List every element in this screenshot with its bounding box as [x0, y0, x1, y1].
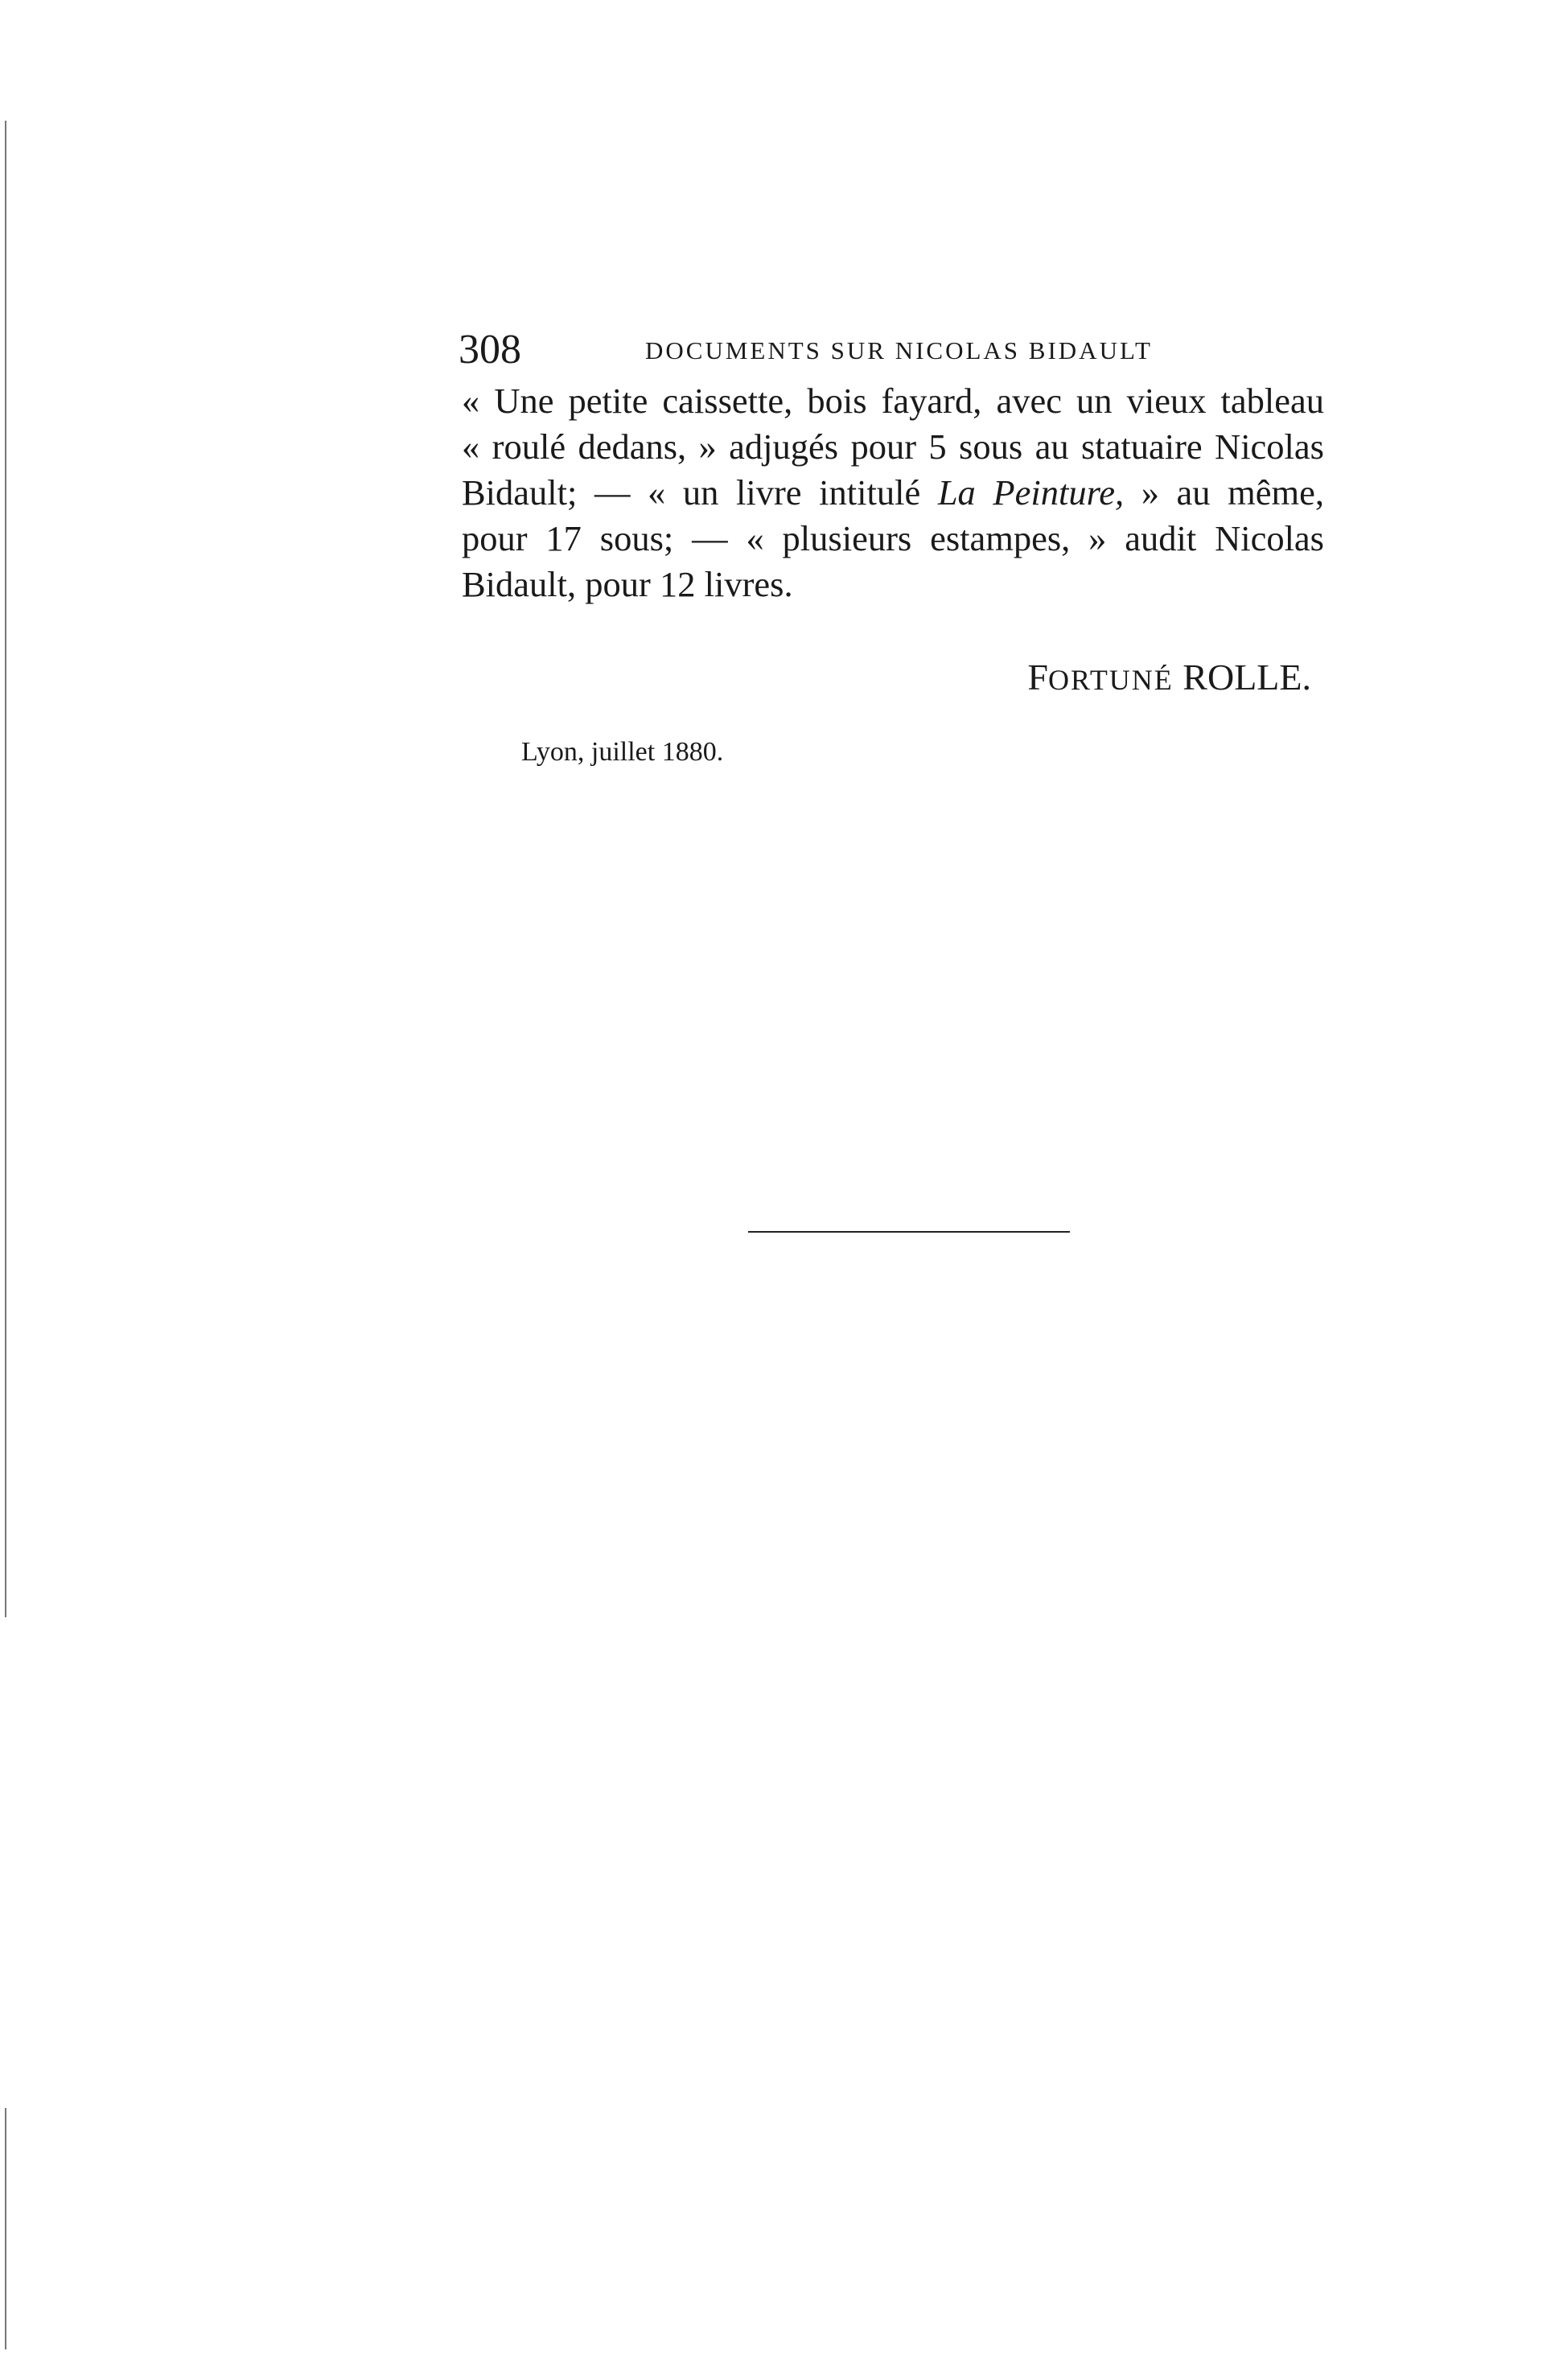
signature-last-name: ROLLE. — [1183, 657, 1311, 698]
signature-first-name: ORTUNÉ — [1047, 664, 1174, 696]
place-date: Lyon, juillet 1880. — [521, 737, 724, 767]
signature-initial: F — [1027, 657, 1048, 698]
body-line-4: pour 17 sous; — « plusieurs estampes, » audit Nicolas — [462, 518, 1324, 558]
body-line-3-end: » au même, — [1124, 472, 1324, 513]
body-line-3-start: Bidault; — « un livre intitulé — [462, 472, 938, 513]
page-header — [459, 322, 1327, 378]
body-line-3 — [462, 470, 1324, 516]
scan-edge-top — [5, 121, 6, 1617]
author-signature — [973, 653, 1311, 704]
book-title: La Peinture, — [937, 472, 1125, 513]
scan-edge-bottom — [5, 2108, 6, 2349]
body-paragraph — [462, 378, 1324, 607]
running-head: DOCUMENTS SUR NICOLAS BIDAULT — [645, 336, 1153, 364]
body-line-5: Bidault, pour 12 livres. — [462, 564, 793, 604]
end-rule — [748, 1231, 1070, 1233]
body-line-2: « roulé dedans, » adjugés pour 5 sous au statuaire Nicolas — [462, 426, 1324, 467]
page-number: 308 — [459, 327, 521, 373]
body-line-1: « Une petite caissette, bois fayard, avec un vieux tableau — [462, 381, 1324, 421]
